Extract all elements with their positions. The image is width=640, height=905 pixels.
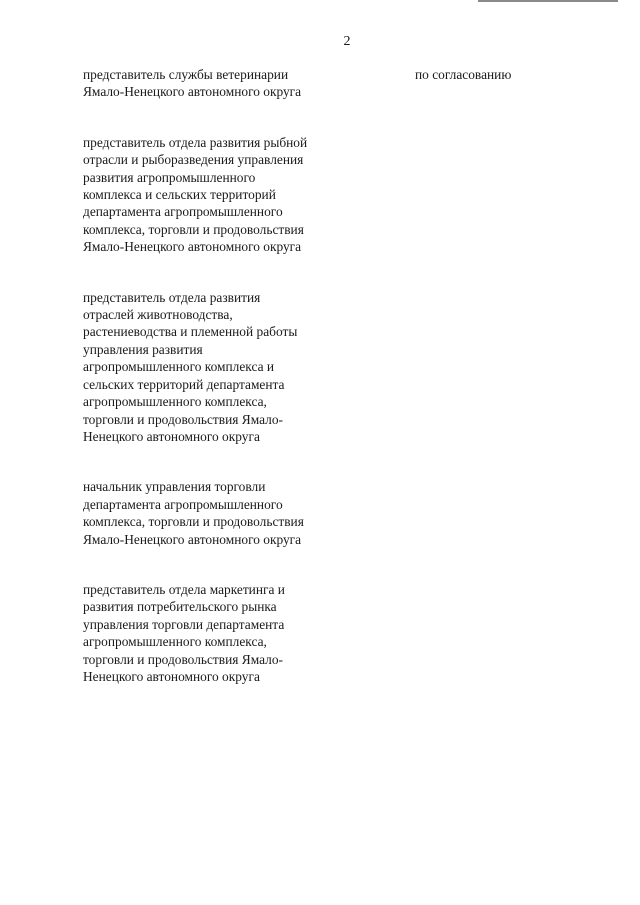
member-text-line: торговли и продовольствия Ямало- — [83, 651, 283, 667]
member-text-line: Ямало-Ненецкого автономного округа — [83, 531, 302, 547]
member-text-line: торговли и продовольствия Ямало- — [83, 411, 283, 427]
member-text-line: Ненецкого автономного округа — [83, 428, 260, 444]
member-entry — [83, 66, 373, 101]
member-text-line: управления торговли департамента — [83, 616, 285, 632]
member-text-line: агропромышленного комплекса, — [83, 634, 267, 650]
member-text-line: Ямало-Ненецкого автономного округа — [83, 239, 302, 255]
member-text-line: агропромышленного комплекса, — [83, 394, 267, 410]
member-entry — [83, 134, 373, 256]
member-text-line: отрасли и рыборазведения управления — [83, 152, 304, 168]
member-entry — [83, 478, 373, 548]
member-entry — [83, 289, 373, 446]
member-text-line: Ямало-Ненецкого автономного округа — [83, 84, 302, 100]
member-text-line: сельских территорий департамента — [83, 376, 285, 392]
member-text-line: агропромышленного комплекса и — [83, 359, 275, 375]
member-list — [83, 66, 373, 718]
member-text-line: комплекса и сельских территорий — [83, 187, 276, 203]
member-text-line: департамента агропромышленного — [83, 496, 283, 512]
member-text-line: представитель отдела развития — [83, 289, 261, 305]
approval-note: по согласованию — [415, 67, 512, 82]
member-entry — [83, 581, 373, 685]
member-text-line: комплекса, торговли и продовольствия — [83, 514, 304, 530]
member-text-line: комплекса, торговли и продовольствия — [83, 221, 304, 237]
member-text-line: представитель отдела развития рыбной — [83, 134, 308, 150]
top-edge-rule — [478, 0, 618, 2]
member-text-line: отраслей животноводства, — [83, 307, 233, 323]
member-text-line: управления развития — [83, 341, 203, 357]
member-text-line: растениеводства и племенной работы — [83, 324, 298, 340]
member-text-line: представитель службы ветеринарии — [83, 67, 289, 82]
page-number: 2 — [343, 34, 351, 49]
member-text-line: департамента агропромышленного — [83, 204, 283, 220]
member-text-line: развития потребительского рынка — [83, 599, 277, 615]
member-text-line: Ненецкого автономного округа — [83, 668, 260, 684]
member-text-line: представитель отдела маркетинга и — [83, 581, 285, 597]
member-text-line: начальник управления торговли — [83, 479, 266, 495]
member-text-line: развития агропромышленного — [83, 169, 256, 185]
